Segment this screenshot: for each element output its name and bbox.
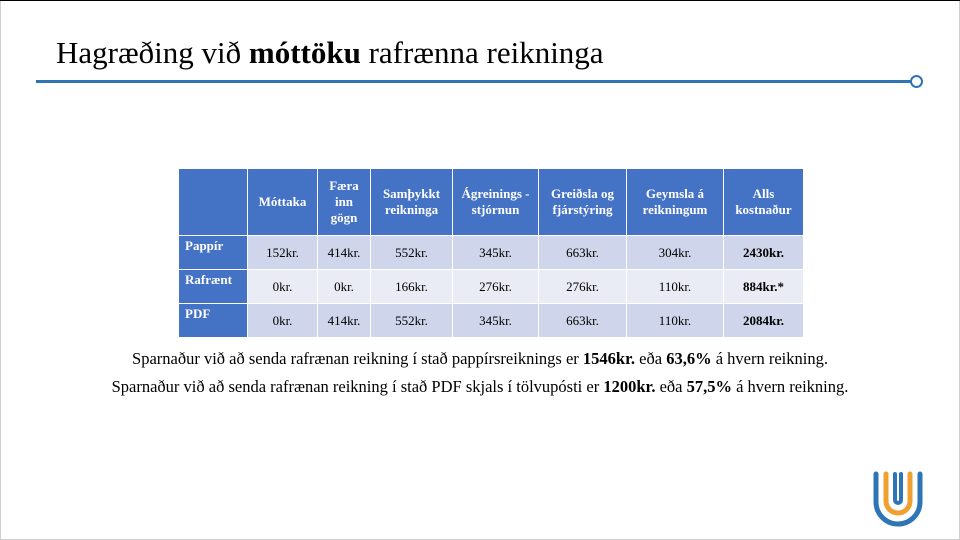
note2-percent: 57,5%: [686, 377, 732, 396]
row-label-rafraent: Rafrænt: [179, 270, 248, 304]
header-corner: [179, 169, 248, 236]
header-mottaka: Móttaka: [248, 169, 318, 236]
header-sambykkt-reikninga: Samþykkt reikninga: [371, 169, 453, 236]
note2-amount: 1200kr.: [603, 377, 656, 396]
u-logo-icon: [868, 468, 928, 530]
table-cell: 276kr.: [453, 270, 539, 304]
note2-mid: eða: [655, 377, 687, 396]
table-cell: 345kr.: [453, 236, 539, 270]
table-row: [179, 270, 804, 304]
note2-pre: Sparnaður við að senda rafrænan reikning í stað PDF skjals í tölvupósti er: [111, 377, 604, 396]
savings-note-paper: [40, 348, 920, 370]
cost-table: [179, 169, 804, 338]
note1-mid: eða: [635, 349, 667, 368]
table-cell: 552kr.: [371, 304, 453, 338]
table-cell: 0kr.: [318, 270, 371, 304]
note2-post: á hvern reikning.: [731, 377, 849, 396]
note1-pre: Sparnaður við að senda rafrænan reikning í stað pappírsreiknings er: [132, 349, 583, 368]
table-cell: 166kr.: [371, 270, 453, 304]
note1-post: á hvern reikning.: [711, 349, 828, 368]
table-cell: 0kr.: [248, 304, 318, 338]
total-cell: 2084kr.: [724, 304, 804, 338]
title-bold: móttöku: [248, 35, 361, 70]
total-cell: 2430kr.: [724, 236, 804, 270]
table-cell: 345kr.: [453, 304, 539, 338]
table-cell: 414kr.: [318, 304, 371, 338]
table-cell: 110kr.: [627, 304, 724, 338]
total-cell: 884kr.*: [724, 270, 804, 304]
note1-amount: 1546kr.: [582, 349, 636, 368]
table-cell: 414kr.: [318, 236, 371, 270]
header-geymsla-a-reikningum: Geymsla á reikningum: [627, 169, 724, 236]
row-label-pappir: Pappír: [179, 236, 248, 270]
table-row: [179, 236, 804, 270]
title-rule-endpoint: [910, 75, 923, 88]
slide-title: [56, 33, 604, 73]
table-cell: 663kr.: [539, 236, 627, 270]
table-cell: 663kr.: [539, 304, 627, 338]
title-rule: [36, 80, 912, 83]
header-greidsla-og-fjarstyring: Greiðsla og fjárstýring: [539, 169, 627, 236]
table-cell: 0kr.: [248, 270, 318, 304]
table-cell: 152kr.: [248, 236, 318, 270]
table-cell: 552kr.: [371, 236, 453, 270]
table-header-row: [179, 169, 804, 236]
table-row: [179, 304, 804, 338]
title-part1: Hagræðing við: [56, 35, 249, 70]
title-part2: rafrænna reikninga: [360, 35, 604, 70]
row-label-pdf: PDF: [179, 304, 248, 338]
table-cell: 276kr.: [539, 270, 627, 304]
savings-note-pdf: [70, 376, 890, 398]
note1-percent: 63,6%: [666, 349, 712, 368]
header-faera-inn-gogn: Færa inn gögn: [318, 169, 371, 236]
top-border: [0, 0, 960, 1]
table-cell: 110kr.: [627, 270, 724, 304]
table-cell: 304kr.: [627, 236, 724, 270]
header-agreiningsstjornun: Ágreinings -stjórnun: [453, 169, 539, 236]
header-alls-kostnadur: Alls kostnaður: [724, 169, 804, 236]
